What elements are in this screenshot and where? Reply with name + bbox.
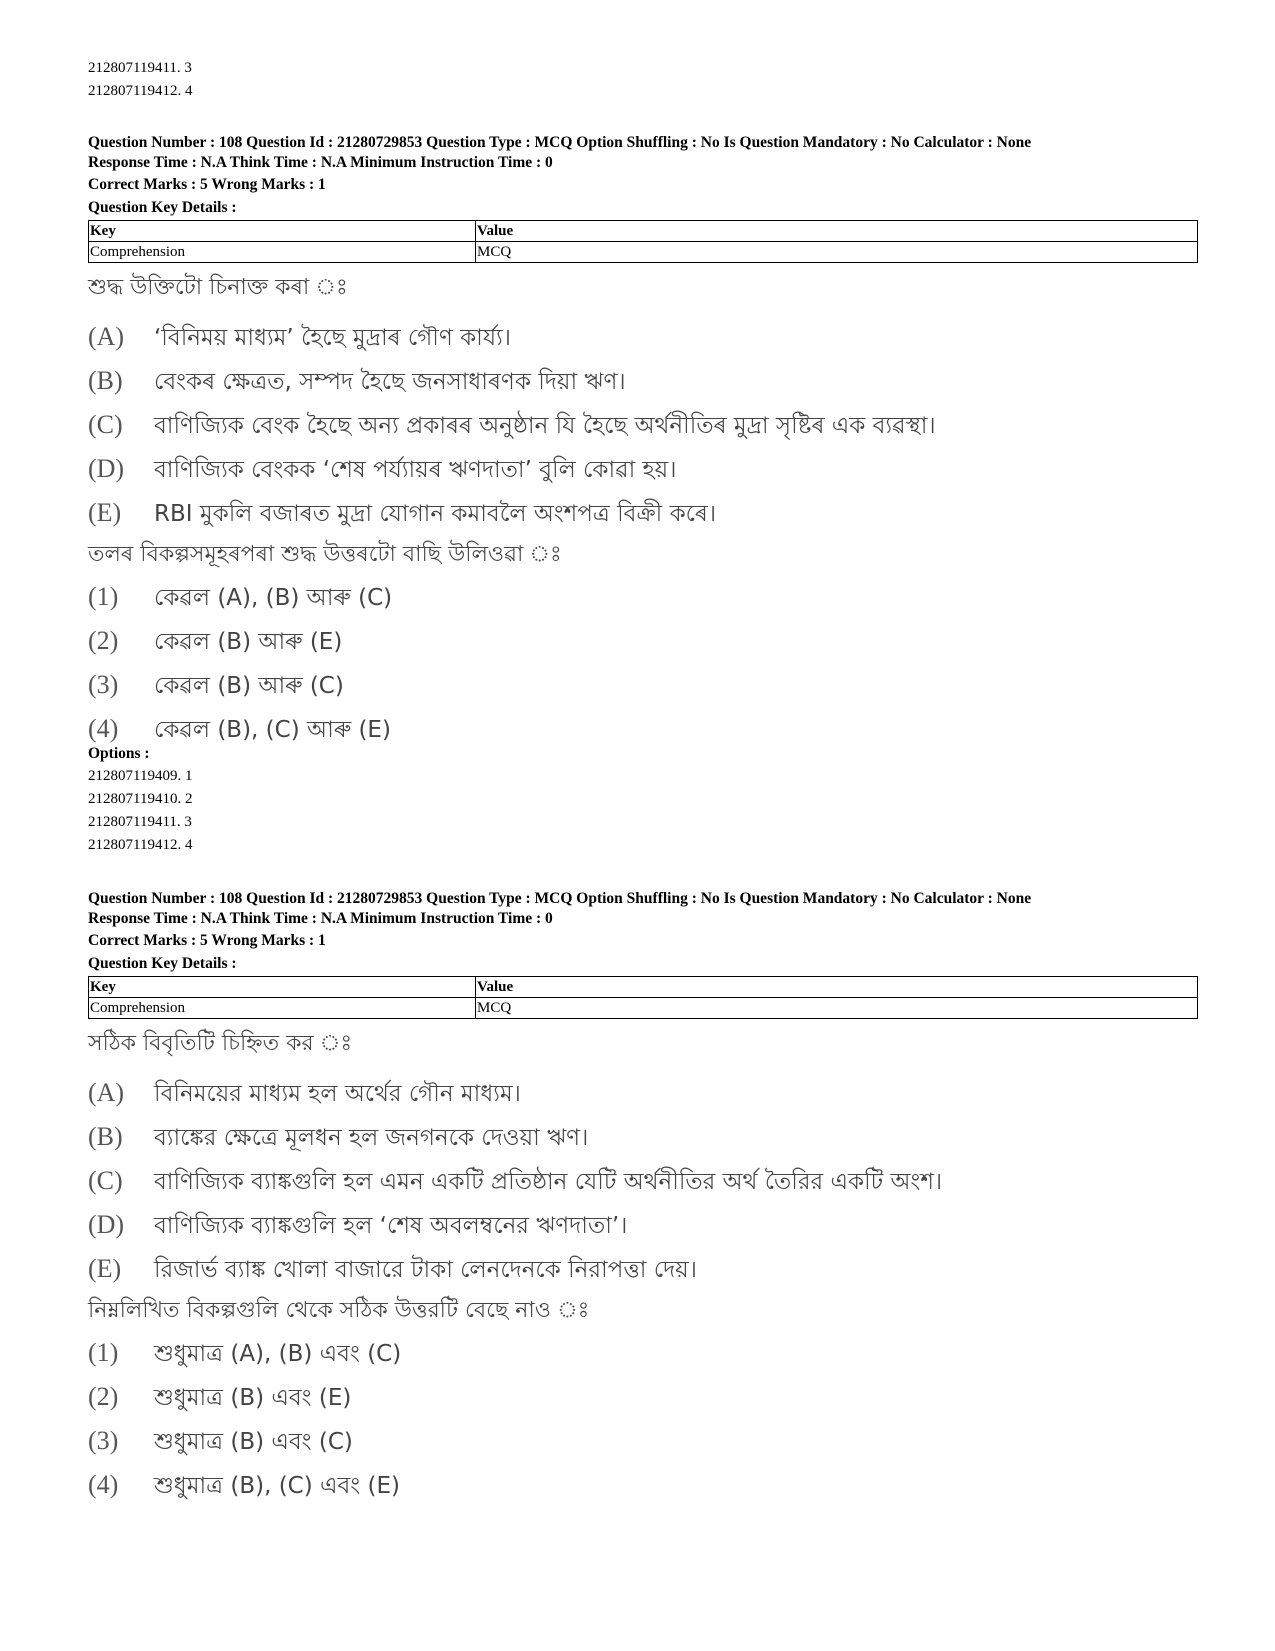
option-line: 212807119411. 3 (88, 814, 192, 830)
question-meta-line: Response Time : N.A Think Time : N.A Minimum Instruction Time : 0 (88, 909, 553, 927)
question-body (88, 275, 1198, 751)
statement-text: বাণিজ্যিক বেংক হৈছে অন্য প্ৰকাৰৰ অনুষ্ঠান যি হৈছে অৰ্থনীতিৰ মুদ্ৰা সৃষ্টিৰ এক ব্যৱস্থা। (154, 413, 936, 439)
statement-row (88, 403, 1198, 447)
key-details-table (88, 976, 1198, 1019)
table-cell: MCQ (476, 242, 1198, 263)
statement-text: ব্যাঙ্কের ক্ষেত্রে মূলধন হল জনগনকে দেওয়া ঋণ। (154, 1125, 589, 1151)
table-header-row (89, 221, 1198, 242)
choice-label: (3) (88, 670, 119, 699)
statement-text: বাণিজ্যিক ব্যাঙ্কগুলি হল ‘শেষ অবলম্বনের ঋণদাতা’। (154, 1213, 628, 1239)
question-meta-line: Response Time : N.A Think Time : N.A Minimum Instruction Time : 0 (88, 153, 553, 171)
question-stem: সঠিক বিবৃতিটি চিহ্নিত কর ঃ (88, 1031, 353, 1056)
statement-label: (A) (88, 322, 125, 351)
question-body (88, 1031, 1198, 1507)
table-row (89, 998, 1198, 1019)
statement-label: (E) (88, 1254, 122, 1283)
statement-text: রিজার্ভ ব্যাঙ্ক খোলা বাজারে টাকা লেনদেনকে নিরাপত্তা দেয়। (154, 1257, 697, 1283)
statement-row (88, 1247, 1198, 1291)
table-header-cell: Value (476, 977, 1198, 998)
choice-label: (2) (88, 626, 119, 655)
choice-text: কেৱল (B) আৰু (C) (154, 673, 344, 699)
table-cell: Comprehension (89, 242, 476, 263)
key-details-title: Question Key Details : (88, 954, 237, 972)
statement-label: (A) (88, 1078, 125, 1107)
statement-row (88, 1159, 1198, 1203)
question-meta-line: Question Number : 108 Question Id : 21280729853 Question Type : MCQ Option Shuffling : No Is Question Mandatory : No Calculator : None (88, 890, 1032, 907)
option-line: 212807119411. 3 (88, 60, 192, 76)
statement-row (88, 359, 1198, 403)
statement-text: ‘বিনিময় মাধ্যম’ হৈছে মুদ্ৰাৰ গৌণ কাৰ্য্য। (154, 325, 511, 351)
choice-label: (1) (88, 1338, 119, 1367)
question-meta-line: Question Number : 108 Question Id : 21280729853 Question Type : MCQ Option Shuffling : No Is Question Mandatory : No Calculator : None (88, 134, 1032, 151)
choice-label: (2) (88, 1382, 119, 1411)
statement-row (88, 1115, 1198, 1159)
choice-label: (1) (88, 582, 119, 611)
choice-row (88, 1331, 1198, 1375)
choice-label: (4) (88, 1470, 119, 1499)
option-line: 212807119410. 2 (88, 791, 193, 807)
statement-text: বাণিজ্যিক বেংকক ‘শেষ পৰ্য্যায়ৰ ঋণদাতা’ বুলি কোৱা হয়। (154, 457, 677, 483)
option-line: 212807119412. 4 (88, 83, 193, 99)
statement-row (88, 315, 1198, 359)
choice-text: কেৱল (B), (C) আৰু (E) (154, 717, 391, 743)
choice-text: কেৱল (A), (B) আৰু (C) (154, 585, 393, 611)
statement-text: বেংকৰ ক্ষেত্ৰত, সম্পদ হৈছে জনসাধাৰণক দিয়া ঋণ। (154, 369, 626, 395)
choice-row (88, 1463, 1198, 1507)
choice-label: (4) (88, 714, 119, 743)
table-header-row (89, 977, 1198, 998)
statement-label: (E) (88, 498, 122, 527)
options-title: Options : (88, 745, 150, 762)
table-row (89, 242, 1198, 263)
statement-row (88, 447, 1198, 491)
statement-text: RBI মুকলি বজাৰত মুদ্ৰা যোগান কমাবলৈ অংশপত্ৰ বিক্ৰী কৰে। (154, 501, 717, 527)
choice-text: শুধুমাত্র (B) এবং (E) (154, 1385, 352, 1411)
statement-label: (C) (88, 410, 123, 439)
statement-text: বাণিজ্যিক ব্যাঙ্কগুলি হল এমন একটি প্রতিষ্ঠান যেটি অর্থনীতির অর্থ তৈরির একটি অংশ। (154, 1169, 943, 1195)
options-list (88, 743, 1198, 857)
key-details-table (88, 220, 1198, 263)
marks-line: Correct Marks : 5 Wrong Marks : 1 (88, 176, 326, 193)
table-header-cell: Value (476, 221, 1198, 242)
choice-row (88, 1419, 1198, 1463)
question-block-2 (88, 889, 1198, 1507)
statement-label: (B) (88, 1122, 123, 1151)
statement-label: (B) (88, 366, 123, 395)
choice-label: (3) (88, 1426, 119, 1455)
statement-label: (D) (88, 454, 125, 483)
choice-text: কেৱল (B) আৰু (E) (154, 629, 343, 655)
question-block-1 (88, 133, 1198, 751)
choice-row (88, 619, 1198, 663)
choice-row (88, 575, 1198, 619)
option-line: 212807119409. 1 (88, 768, 193, 784)
question-instruction: তলৰ বিকল্পসমূহৰপৰা শুদ্ধ উত্তৰটো বাছি উলিওৱা ঃ (88, 542, 562, 567)
choice-row (88, 1375, 1198, 1419)
question-instruction: নিম্নলিখিত বিকল্পগুলি থেকে সঠিক উত্তরটি বেছে নাও ঃ (88, 1298, 590, 1323)
choice-text: শুধুমাত্র (B), (C) এবং (E) (154, 1473, 400, 1499)
question-stem: শুদ্ধ উক্তিটো চিনাক্ত কৰা ঃ (88, 275, 348, 300)
choice-row (88, 663, 1198, 707)
choice-text: শুধুমাত্র (B) এবং (C) (154, 1429, 353, 1455)
option-line: 212807119412. 4 (88, 837, 193, 853)
statement-text: বিনিময়ের মাধ্যম হল অর্থের গৌন মাধ্যম। (154, 1081, 521, 1107)
statement-label: (D) (88, 1210, 125, 1239)
statement-label: (C) (88, 1166, 123, 1195)
previous-options-list (88, 57, 1198, 103)
table-header-cell: Key (89, 221, 476, 242)
statement-row (88, 1071, 1198, 1115)
statement-row (88, 491, 1198, 535)
table-cell: Comprehension (89, 998, 476, 1019)
key-details-title: Question Key Details : (88, 198, 237, 216)
choice-text: শুধুমাত্র (A), (B) এবং (C) (154, 1341, 402, 1367)
table-header-cell: Key (89, 977, 476, 998)
marks-line: Correct Marks : 5 Wrong Marks : 1 (88, 932, 326, 949)
statement-row (88, 1203, 1198, 1247)
table-cell: MCQ (476, 998, 1198, 1019)
